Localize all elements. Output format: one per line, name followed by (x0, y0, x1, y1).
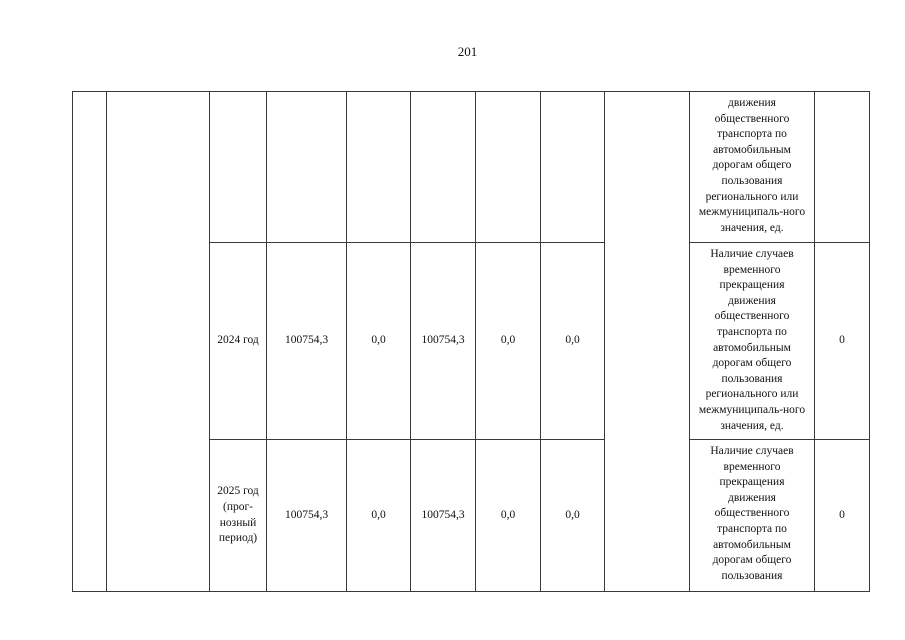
other-cell (541, 92, 605, 243)
total-cell: 100754,3 (267, 440, 347, 592)
local-cell (476, 92, 541, 243)
total-cell (267, 92, 347, 243)
period-cell: 2024 год (210, 243, 267, 440)
table-row (73, 92, 870, 243)
regional-cell: 100754,3 (411, 243, 476, 440)
indicator-value-cell (815, 92, 870, 243)
other-cell: 0,0 (541, 243, 605, 440)
budget-table (72, 91, 870, 592)
other-cell: 0,0 (541, 440, 605, 592)
indicator-value-cell: 0 (815, 440, 870, 592)
page-number: 201 (457, 44, 478, 59)
regional-cell (411, 92, 476, 243)
period-cell: 2025 год (прог-нозный период) (210, 440, 267, 592)
indicator-value-cell: 0 (815, 243, 870, 440)
indicator-cell: Наличие случаев временного прекращения движения общественного транспорта по автомобильным дорогам общего пользования (690, 440, 815, 592)
indicator-cell: Наличие случаев временного прекращения движения общественного транспорта по автомобильным дорогам общего пользования регионального или межмуниципаль-ного значения, ед. (690, 243, 815, 440)
total-cell: 100754,3 (267, 243, 347, 440)
measure-name-cell (107, 92, 210, 592)
federal-cell: 0,0 (347, 440, 411, 592)
indicator-cell: движения общественного транспорта по автомобильным дорогам общего пользования регионального или межмуниципаль-ного значения, ед. (690, 92, 815, 243)
period-cell (210, 92, 267, 243)
local-cell: 0,0 (476, 440, 541, 592)
regional-cell: 100754,3 (411, 440, 476, 592)
number-cell (73, 92, 107, 592)
local-cell: 0,0 (476, 243, 541, 440)
federal-cell: 0,0 (347, 243, 411, 440)
federal-cell (347, 92, 411, 243)
executor-cell (605, 92, 690, 592)
